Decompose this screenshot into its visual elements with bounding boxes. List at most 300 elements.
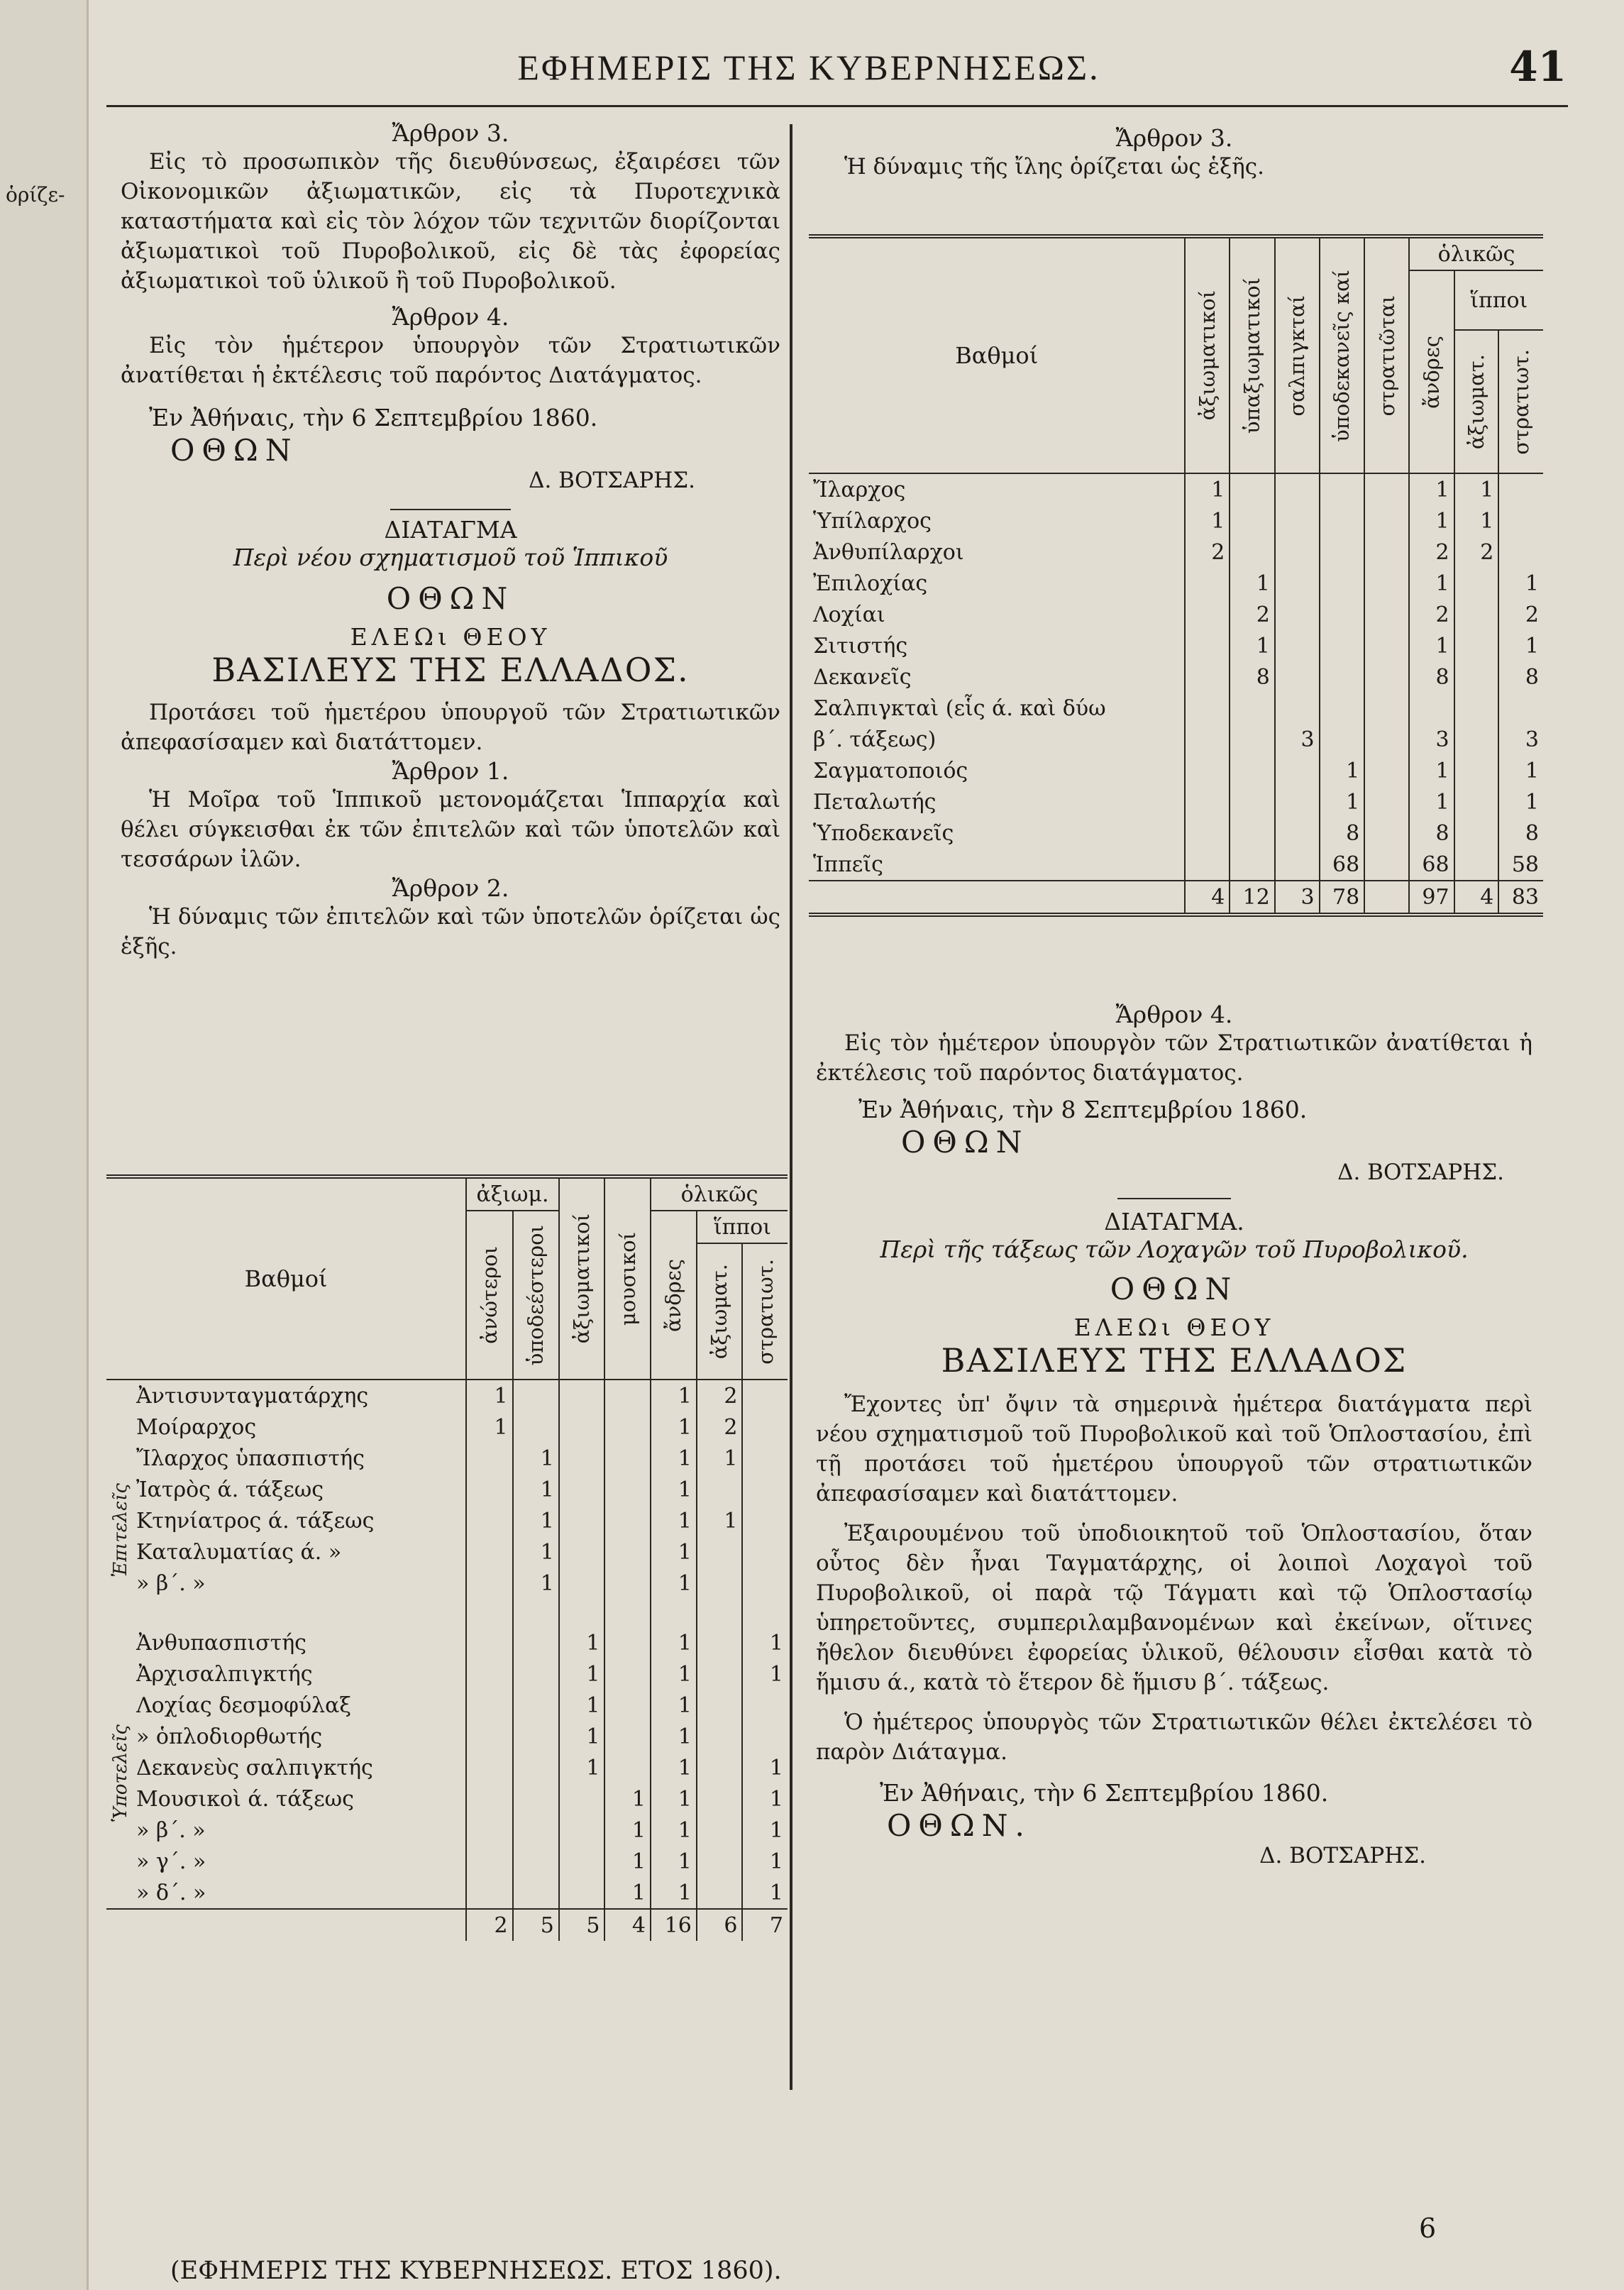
table-cell: 1 [1409, 505, 1454, 536]
rank-label: Κτηνίατρος ά. τάξεως [136, 1508, 375, 1534]
table-cell: 1 [1185, 473, 1230, 505]
table-cell [1364, 818, 1409, 849]
total-cell: 5 [559, 1909, 605, 1941]
table-cell [466, 1690, 512, 1721]
table-cell [1230, 536, 1275, 568]
table-cell: 1 [697, 1505, 743, 1536]
table-cell: 3 [1498, 724, 1543, 755]
table-cell: 1 [1409, 473, 1454, 505]
total-cell: 3 [1275, 881, 1320, 913]
table-row [106, 1627, 788, 1658]
table-cell [1364, 693, 1409, 724]
table-row [809, 661, 1543, 693]
table-cell [559, 1380, 605, 1411]
table-cell [1454, 724, 1499, 755]
table-cell [1454, 630, 1499, 661]
rank-label: Μοίραρχος [136, 1414, 257, 1440]
table-cell: 1 [1498, 630, 1543, 661]
total-cell: 5 [513, 1909, 559, 1941]
table-cell [513, 1411, 559, 1443]
decree-date-right: Ἐν Ἀθήναις, τὴν 8 Σεπτεμβρίου 1860. [858, 1096, 1308, 1123]
table-cell [513, 1380, 559, 1411]
total-cell: 12 [1230, 881, 1275, 913]
table-cell [466, 1846, 512, 1877]
total-cell: 2 [466, 1909, 512, 1941]
table-cell [1275, 693, 1320, 724]
table-row [809, 724, 1543, 755]
table-cell: 3 [1409, 724, 1454, 755]
table-cell: 1 [1409, 630, 1454, 661]
table-cell [1230, 473, 1275, 505]
table-cell [1230, 786, 1275, 818]
table-cell: 1 [742, 1783, 788, 1815]
table-cell [466, 1443, 512, 1474]
decree-heading: ΔΙΑΤΑΓΜΑ [384, 516, 517, 544]
table-cell [1230, 693, 1275, 724]
table-cell [1185, 661, 1230, 693]
table-cell [1185, 786, 1230, 818]
table-cell: 1 [1498, 786, 1543, 818]
table-cell [604, 1721, 651, 1752]
table-cell [742, 1690, 788, 1721]
table-cell: 2 [697, 1380, 743, 1411]
table-cell [559, 1474, 605, 1505]
table-cell [604, 1752, 651, 1783]
table-cell [1364, 630, 1409, 661]
table-row [809, 505, 1543, 536]
table-cell [742, 1721, 788, 1752]
total-cell: 83 [1498, 881, 1543, 913]
table-cell [604, 1505, 651, 1536]
table-cell [742, 1380, 788, 1411]
table-cell [1185, 630, 1230, 661]
table-row [106, 1877, 788, 1909]
table-cell: 2 [697, 1411, 743, 1443]
table-cell [466, 1627, 512, 1658]
basileus-title: ΒΑΣΙΛΕΥΣ ΤΗΣ ΕΛΛΑΔΟΣ. [211, 651, 690, 689]
table-cell [1409, 693, 1454, 724]
table-cell: 1 [559, 1690, 605, 1721]
table-cell: 1 [604, 1783, 651, 1815]
article-4-title: Ἄρθρον 4. [392, 303, 509, 331]
table-cell: 1 [651, 1721, 697, 1752]
table-cell [697, 1877, 743, 1909]
table-cell [604, 1658, 651, 1690]
minister-signature: Δ. ΒΟΤΣΑΡΗΣ. [529, 468, 695, 493]
table-cell [1364, 849, 1409, 881]
rank-label: Ἀνθυπασπιστής [136, 1630, 306, 1656]
table-cell [466, 1536, 512, 1568]
king-signature-right-2: ΟΘΩΝ. [887, 1808, 1032, 1843]
table-cell [513, 1877, 559, 1909]
article-4-text: Εἰς τὸν ἡμέτερον ὑπουργὸν τῶν Στρατιωτικῶν ἀνατίθεται ἡ ἐκτέλεσις τοῦ παρόντος Διατάγματος. [121, 333, 780, 388]
decree-date-right-2: Ἐν Ἀθήναις, τὴν 6 Σεπτεμβρίου 1860. [880, 1779, 1329, 1807]
total-cell: 6 [697, 1909, 743, 1941]
table-cell [1320, 599, 1365, 630]
page-header-title: ΕΦΗΜΕΡΙΣ ΤΗΣ ΚΥΒΕΡΝΗΣΕΩΣ. [517, 48, 1100, 87]
table-cell [466, 1658, 512, 1690]
table-cell [1185, 599, 1230, 630]
table-row [106, 1721, 788, 1752]
table-cell [466, 1568, 512, 1599]
table-cell: 1 [651, 1568, 697, 1599]
table-cell [1498, 473, 1543, 505]
table-cell [466, 1474, 512, 1505]
decree-subject-right: Περὶ τῆς τάξεως τῶν Λοχαγῶν τοῦ Πυροβολικοῦ. [880, 1235, 1469, 1263]
squadron-table [809, 234, 1543, 921]
minister-signature-right: Δ. ΒΟΤΣΑΡΗΣ. [1337, 1160, 1504, 1185]
article-1-title: Ἄρθρον 1. [392, 757, 509, 785]
table-cell: 1 [651, 1846, 697, 1877]
table-cell: 1 [1409, 568, 1454, 599]
table-cell [1454, 786, 1499, 818]
table-cell [1320, 724, 1365, 755]
margin-note: ὁρίζε- [6, 183, 65, 207]
table-cell: 1 [651, 1380, 697, 1411]
olikos-group-header: ὁλικῶς [651, 1179, 788, 1211]
article-4-title-right: Ἄρθρον 4. [1115, 1001, 1233, 1028]
table-cell [697, 1627, 743, 1658]
table-cell [697, 1536, 743, 1568]
decree-heading-right: ΔΙΑΤΑΓΜΑ. [1104, 1208, 1244, 1235]
ippoi-group-header: ἵπποι [697, 1211, 788, 1243]
previous-page-strip [0, 0, 89, 2290]
table-cell: 1 [559, 1752, 605, 1783]
rank-label: Λοχίαι [813, 602, 885, 627]
rank-label: β΄. τάξεως) [813, 727, 937, 752]
table-row [106, 1752, 788, 1783]
table-cell: 1 [1498, 568, 1543, 599]
table-cell [1275, 505, 1320, 536]
rank-label: » ὁπλοδιορθωτής [136, 1724, 323, 1749]
table-cell: 1 [513, 1443, 559, 1474]
table-cell [697, 1846, 743, 1877]
table-row [106, 1690, 788, 1721]
table-row [106, 1411, 788, 1443]
table-cell: 1 [1320, 786, 1365, 818]
table-cell: 1 [559, 1658, 605, 1690]
table-cell: 68 [1320, 849, 1365, 881]
table-cell [742, 1474, 788, 1505]
rank-label: Καταλυματίας ά. » [136, 1539, 342, 1565]
col-header: στρατιῶται [1374, 294, 1399, 417]
totals-row [106, 1909, 788, 1941]
table-cell: 1 [651, 1505, 697, 1536]
table-cell [1320, 536, 1365, 568]
table-cell [466, 1721, 512, 1752]
ippoi-group-header-right: ἵπποι [1454, 270, 1543, 330]
eleo-theou: ΕΛΕΩι ΘΕΟΥ [350, 623, 551, 651]
rank-label: Σαλπιγκταὶ (εἷς ά. καὶ δύω [813, 695, 1106, 721]
king-signature-right: ΟΘΩΝ [901, 1125, 1029, 1160]
decree-paragraph-1: Ἔχοντες ὑπ' ὄψιν τὰ σημερινὰ ἡμέτερα διατάγματα περὶ νέου σχηματισμοῦ τοῦ Πυροβολικοῦ καὶ τοῦ Ὁπλοστασίου, ἐπὶ τῇ προτάσει τοῦ ἡμετέρου ὑπουργοῦ τῶν στρατιωτικῶν ἀπεφασίσαμεν καὶ διατάττομεν. [816, 1392, 1532, 1507]
table-cell [1275, 599, 1320, 630]
table-cell [742, 1411, 788, 1443]
table-cell [1454, 755, 1499, 786]
table-row [106, 1846, 788, 1877]
table-cell [697, 1752, 743, 1783]
table-cell: 1 [604, 1846, 651, 1877]
page-number: 41 [1509, 43, 1567, 91]
table-cell [466, 1752, 512, 1783]
table-cell: 1 [651, 1658, 697, 1690]
table-cell: 68 [1409, 849, 1454, 881]
table-row [809, 786, 1543, 818]
table-cell [742, 1443, 788, 1474]
table-row [809, 755, 1543, 786]
table-cell: 2 [1230, 599, 1275, 630]
axiom-group-header: ἀξιωμ. [466, 1179, 559, 1211]
table-cell: 1 [1454, 473, 1499, 505]
table-cell: 2 [1409, 536, 1454, 568]
table-cell [1275, 661, 1320, 693]
col-header: ἄνδρες [1419, 335, 1444, 409]
rank-header: Βαθμοί [106, 1179, 466, 1380]
table-cell: 1 [513, 1536, 559, 1568]
table-cell [1275, 630, 1320, 661]
table-cell [559, 1815, 605, 1846]
total-cell: 7 [742, 1909, 788, 1941]
table-cell: 1 [742, 1627, 788, 1658]
table-row [106, 1783, 788, 1815]
table-row [809, 693, 1543, 724]
rank-label: Ἀρχισαλπιγκτής [136, 1661, 313, 1687]
table-cell: 8 [1320, 818, 1365, 849]
table-cell [559, 1783, 605, 1815]
table-row [809, 630, 1543, 661]
table-bottom-rule [809, 913, 1543, 921]
table-cell: 8 [1409, 818, 1454, 849]
table-cell [1185, 724, 1230, 755]
table-cell [1454, 599, 1499, 630]
table-cell [513, 1752, 559, 1783]
table-spacer [106, 1599, 788, 1627]
table-cell: 2 [1185, 536, 1230, 568]
table-cell: 1 [1230, 568, 1275, 599]
table-row [809, 568, 1543, 599]
total-cell: 16 [651, 1909, 697, 1941]
table-cell [1230, 505, 1275, 536]
rank-label: » δ΄. » [136, 1880, 206, 1905]
table-cell: 1 [742, 1658, 788, 1690]
table-cell: 1 [742, 1846, 788, 1877]
table-row [809, 473, 1543, 505]
col-header: σαλπιγκταί [1285, 294, 1310, 417]
table-cell: 1 [604, 1815, 651, 1846]
right-column-lower [816, 1001, 1532, 1868]
table-cell [1364, 599, 1409, 630]
basileus-title-right: ΒΑΣΙΛΕΥΣ ΤΗΣ ΕΛΛΑΔΟΣ [941, 1341, 1408, 1380]
header-rule [106, 105, 1568, 107]
article-3-title-right: Ἄρθρον 3. [1115, 124, 1233, 152]
sheet-number: 6 [1419, 2213, 1437, 2244]
table-cell: 8 [1498, 661, 1543, 693]
table-cell: 1 [651, 1752, 697, 1783]
table-cell [1230, 849, 1275, 881]
article-4-text-right: Εἰς τὸν ἡμέτερον ὑπουργὸν τῶν Στρατιωτικῶν ἀνατίθεται ἡ ἐκτέλεσις τοῦ παρόντος διατάγματος. [816, 1030, 1532, 1086]
rank-label: Ἰατρὸς ά. τάξεως [136, 1477, 324, 1502]
table-cell [1454, 661, 1499, 693]
total-cell: 4 [1185, 881, 1230, 913]
table-cell: 1 [651, 1783, 697, 1815]
table-cell: 1 [604, 1877, 651, 1909]
table-cell [559, 1443, 605, 1474]
table-cell: 8 [1230, 661, 1275, 693]
table-cell [697, 1815, 743, 1846]
table-cell: 1 [651, 1627, 697, 1658]
col-header: στρατιωτ. [753, 1258, 778, 1365]
table-cell: 1 [742, 1815, 788, 1846]
table-row [106, 1815, 788, 1846]
rank-label: Ἐπιλοχίας [813, 571, 928, 596]
table-cell [604, 1380, 651, 1411]
article-3-title: Ἄρθρον 3. [392, 119, 509, 147]
side-label-ypoteleis: Ὑποτελεῖς [110, 1724, 131, 1823]
col-header: ἀξιωματικοί [570, 1213, 595, 1344]
table-cell [466, 1877, 512, 1909]
table-cell: 1 [559, 1627, 605, 1658]
table-cell [1320, 630, 1365, 661]
rank-label: » β΄. » [136, 1817, 206, 1843]
table-row [106, 1658, 788, 1690]
total-cell: 78 [1320, 881, 1365, 913]
table-cell [1320, 568, 1365, 599]
table-cell [697, 1690, 743, 1721]
olikos-group-header-right: ὁλικῶς [1409, 238, 1543, 270]
table-cell: 1 [1498, 755, 1543, 786]
totals-row [809, 881, 1543, 913]
table-cell: 1 [697, 1443, 743, 1474]
table-cell: 1 [513, 1474, 559, 1505]
table-cell: 8 [1498, 818, 1543, 849]
table-cell [604, 1568, 651, 1599]
table-cell: 2 [1409, 599, 1454, 630]
table-cell [1230, 724, 1275, 755]
rank-label: Δεκανεῖς [813, 664, 912, 690]
table-cell [466, 1505, 512, 1536]
table-cell [1275, 818, 1320, 849]
table-cell [513, 1627, 559, 1658]
table-row [106, 1474, 788, 1505]
decree-intro: Προτάσει τοῦ ἡμετέρου ὑπουργοῦ τῶν Στρατιωτικῶν ἀπεφασίσαμεν καὶ διατάττομεν. [121, 700, 780, 755]
total-cell: 4 [1454, 881, 1499, 913]
table-cell [1454, 818, 1499, 849]
table-cell [1320, 473, 1365, 505]
rank-label: Σαγματοποιός [813, 758, 968, 783]
decree-subject: Περὶ νέου σχηματισμοῦ τοῦ Ἱππικοῦ [233, 544, 668, 571]
side-label-epiteleis: Ἐπιτελεῖς [110, 1483, 131, 1578]
separator [390, 509, 511, 510]
eleo-theou-right: ΕΛΕΩι ΘΕΟΥ [1073, 1314, 1275, 1341]
rank-label: Ὑποδεκανεῖς [813, 820, 954, 846]
table-cell: 1 [513, 1505, 559, 1536]
table-cell [1498, 536, 1543, 568]
col-header: μουσικοί [615, 1231, 640, 1326]
table-cell [1275, 786, 1320, 818]
table-cell [1185, 693, 1230, 724]
table-cell [1364, 568, 1409, 599]
table-cell: 1 [651, 1536, 697, 1568]
table-cell [604, 1536, 651, 1568]
rank-label: Ὑπίλαρχος [813, 508, 932, 534]
table-cell [742, 1536, 788, 1568]
table-row [809, 536, 1543, 568]
left-column [121, 119, 780, 962]
table-cell [559, 1568, 605, 1599]
table-cell [513, 1846, 559, 1877]
table-cell [742, 1568, 788, 1599]
table-cell [604, 1411, 651, 1443]
table-cell [742, 1505, 788, 1536]
table-cell [1230, 755, 1275, 786]
table-cell [697, 1721, 743, 1752]
col-header: ὑπαξιωματικοί [1240, 277, 1265, 434]
king-name: ΟΘΩΝ [386, 581, 515, 616]
table-cell [604, 1690, 651, 1721]
decree-date: Ἐν Ἀθήναις, τὴν 6 Σεπτεμβρίου 1860. [149, 404, 598, 431]
rank-label: Ἱππεῖς [813, 852, 883, 877]
table-cell [1364, 661, 1409, 693]
table-cell [697, 1474, 743, 1505]
table-row [809, 818, 1543, 849]
table-cell [559, 1505, 605, 1536]
rank-label: Λοχίας δεσμοφύλαξ [136, 1692, 351, 1718]
col-header: ἀνώτεροι [477, 1246, 502, 1344]
decree-paragraph-2: Ἐξαιρουμένου τοῦ ὑποδιοικητοῦ τοῦ Ὁπλοστασίου, ὅταν οὗτος δὲν ἦναι Ταγματάρχης, οἱ λοιποὶ Λοχαγοὶ τοῦ Πυροβολικοῦ, οἱ παρὰ τῷ Τάγματι καὶ τῷ Ὁπλοστασίῳ ὑπηρετοῦντες, συμπεριλαμβανομένων καὶ ἐκείνων, οἵτινες ἤθελον διευθύνει ἐφορείας ὑλικοῦ, θέλουσιν εἶσθαι κατὰ τὸ ἥμισυ ά., κατὰ τὸ ἕτερον δὲ ἥμισυ β΄. τάξεως. [816, 1521, 1532, 1695]
table-cell [1364, 786, 1409, 818]
table-cell [466, 1815, 512, 1846]
table-cell [1185, 568, 1230, 599]
table-cell [559, 1846, 605, 1877]
table-cell: 1 [1454, 505, 1499, 536]
table-cell [1275, 536, 1320, 568]
decree-paragraph-3: Ὁ ἡμέτερος ὑπουργὸς τῶν Στρατιωτικῶν θέλει ἐκτελέσει τὸ παρὸν Διάταγμα. [816, 1710, 1532, 1765]
table-cell: 1 [1409, 755, 1454, 786]
col-header: ὑποδεέστεροι [524, 1224, 548, 1366]
table-row [809, 849, 1543, 881]
table-cell [559, 1877, 605, 1909]
minister-signature-right-2: Δ. ΒΟΤΣΑΡΗΣ. [1259, 1843, 1426, 1868]
column-divider [790, 124, 792, 2090]
table-row [106, 1443, 788, 1474]
table-row [106, 1568, 788, 1599]
total-cell: 4 [604, 1909, 651, 1941]
table-cell [513, 1721, 559, 1752]
rank-label: » γ΄. » [136, 1849, 206, 1874]
rank-label: Πεταλωτής [813, 789, 937, 815]
footer-text: (ΕΦΗΜΕΡΙΣ ΤΗΣ ΚΥΒΕΡΝΗΣΕΩΣ. ΕΤΟΣ 1860). [170, 2257, 782, 2285]
table-cell [1454, 568, 1499, 599]
table-cell: 1 [559, 1721, 605, 1752]
col-header: ἀξιωματ. [707, 1263, 732, 1360]
table-cell [1364, 473, 1409, 505]
rank-label: Μουσικοὶ ά. τάξεως [136, 1786, 354, 1812]
table-cell [1275, 849, 1320, 881]
table-cell: 1 [651, 1690, 697, 1721]
total-cell: 97 [1409, 881, 1454, 913]
rank-header-right: Βαθμοί [809, 238, 1185, 473]
table-cell [604, 1443, 651, 1474]
table-cell [1185, 755, 1230, 786]
col-header: ἀξιωματ. [1464, 353, 1488, 450]
table-cell [1185, 849, 1230, 881]
rank-label: Ἴλαρχος [813, 477, 906, 502]
king-signature: ΟΘΩΝ [170, 433, 299, 468]
table-cell [1275, 755, 1320, 786]
article-3-text: Εἰς τὸ προσωπικὸν τῆς διευθύνσεως, ἐξαιρέσει τῶν Οἰκονομικῶν ἀξιωματικῶν, εἰς τὰ Πυροτεχνικὰ καταστήματα καὶ εἰς τὸν λόχον τῶν τεχνιτῶν διορίζονται ἀξιωματικοὶ τοῦ Πυροβολικοῦ, εἰς δὲ τὰς ἐφορείας ἀξιωματικοὶ τοῦ ὑλικοῦ ἢ τοῦ Πυροβολικοῦ. [121, 149, 780, 294]
col-header: ἄνδρες [661, 1258, 686, 1332]
table-cell [1320, 661, 1365, 693]
